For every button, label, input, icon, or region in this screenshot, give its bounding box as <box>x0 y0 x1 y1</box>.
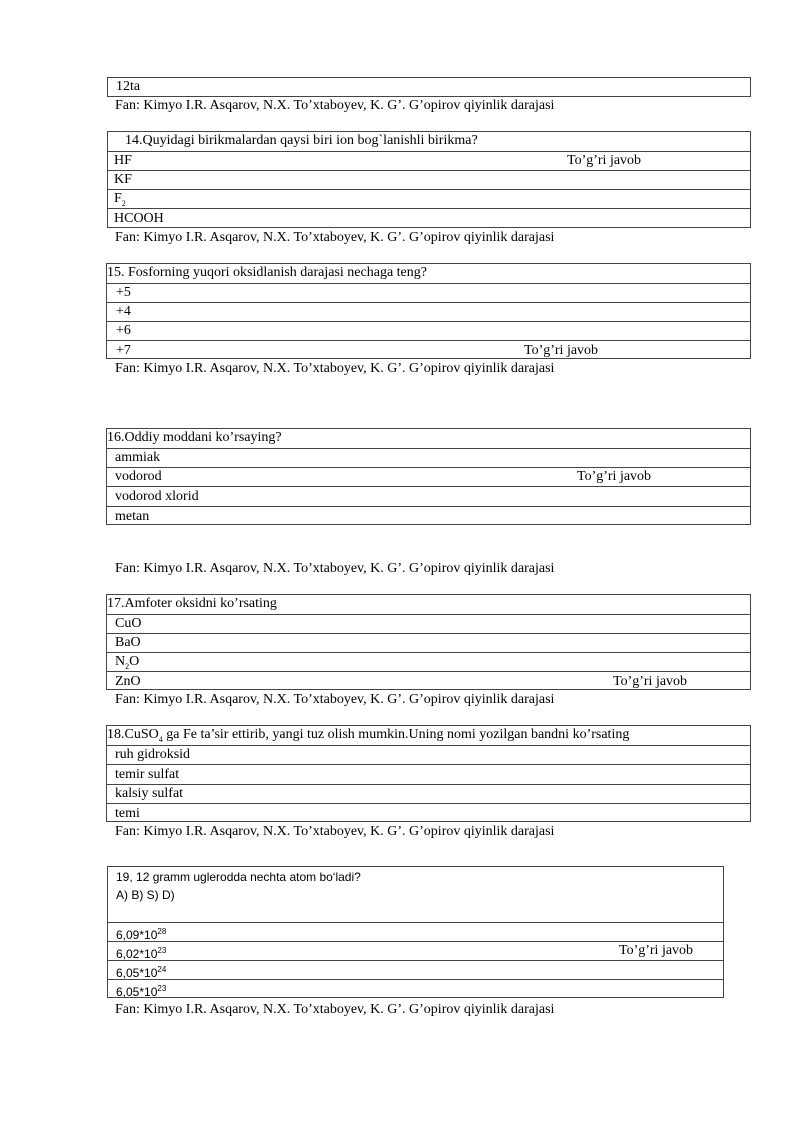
q17-table <box>106 594 751 690</box>
q18-question-a: 18.CuSO <box>107 727 159 742</box>
q14-option-c-base: F <box>114 191 122 206</box>
q14-option-b[interactable] <box>108 170 750 189</box>
q15-option-b-text: +4 <box>116 304 131 319</box>
q16-option-c[interactable] <box>107 486 750 506</box>
q17-question-row <box>107 595 750 614</box>
q19-option-d-text <box>116 980 166 1001</box>
q16-question: 16.Oddiy moddani ko’rsaying? <box>107 430 282 445</box>
q14-correct-label: To’g’ri javob <box>567 153 642 168</box>
q15-option-a[interactable] <box>107 283 750 302</box>
q19-question-row <box>108 867 723 922</box>
q16-option-d-text: metan <box>115 509 150 524</box>
q14-option-a-text: HF <box>114 153 132 168</box>
q19-option-a[interactable] <box>108 922 723 941</box>
q19-table <box>107 866 724 998</box>
q19-option-a-base: 6,09*10 <box>116 928 158 942</box>
q15-table <box>106 263 751 359</box>
q17-option-a-text: CuO <box>115 616 142 631</box>
q14-question-row <box>108 132 750 151</box>
q17-option-d-text: ZnO <box>115 674 141 689</box>
fan-line-2: Fan: Kimyo I.R. Asqarov, N.X. To’xtaboyev, K. G’. G’opirov qiyinlik darajasi <box>115 230 555 245</box>
q18-table <box>106 725 751 822</box>
q15-option-c[interactable] <box>107 321 750 340</box>
q17-option-c-sub: 2 <box>125 661 130 671</box>
q16-table <box>106 428 751 525</box>
q14-question: 14.Quyidagi birikmalardan qaysi biri ion bog`lanishli birikma? <box>125 133 478 148</box>
q15-option-b[interactable] <box>107 302 750 321</box>
q16-option-d[interactable] <box>107 506 750 526</box>
q14-option-c-sub: 2 <box>121 198 126 208</box>
q16-correct-label: To’g’ri javob <box>577 469 652 484</box>
fan-line-3: Fan: Kimyo I.R. Asqarov, N.X. To’xtaboyev, K. G’. G’opirov qiyinlik darajasi <box>115 361 555 376</box>
q18-question-b: ga Fe ta’sir ettirib, yangi tuz olish mumkin.Uning nomi yozilgan bandni ko’rsating <box>162 727 630 742</box>
q17-correct-label: To’g’ri javob <box>613 674 688 689</box>
q19-option-c[interactable] <box>108 960 723 979</box>
fan-line-1: Fan: Kimyo I.R. Asqarov, N.X. To’xtaboyev, K. G’. G’opirov qiyinlik darajasi <box>115 98 555 113</box>
q19-option-b[interactable] <box>108 941 723 960</box>
q13-answer-text: 12ta <box>116 79 141 94</box>
q14-option-a[interactable] <box>108 151 750 170</box>
fan-line-7: Fan: Kimyo I.R. Asqarov, N.X. To’xtaboyev, K. G’. G’opirov qiyinlik darajasi <box>115 1002 555 1017</box>
q17-option-c-base: N <box>115 654 126 669</box>
q18-option-d[interactable] <box>107 803 750 823</box>
q18-option-a-text: ruh gidroksid <box>115 747 191 762</box>
q17-question: 17.Amfoter oksidni ko’rsating <box>107 596 277 611</box>
q16-option-c-text: vodorod xlorid <box>115 489 199 504</box>
q17-option-b[interactable] <box>107 633 750 652</box>
q19-option-c-exp: 24 <box>157 965 167 974</box>
q16-option-b-text: vodorod <box>115 469 162 484</box>
fan-line-6: Fan: Kimyo I.R. Asqarov, N.X. To’xtaboyev, K. G’. G’opirov qiyinlik darajasi <box>115 824 555 839</box>
q19-option-a-exp: 28 <box>157 927 167 936</box>
q17-option-d[interactable] <box>107 671 750 691</box>
q15-option-d-text: +7 <box>116 343 131 358</box>
q16-question-row <box>107 429 750 448</box>
q14-option-d[interactable] <box>108 208 750 229</box>
q14-table <box>107 131 751 228</box>
q16-option-a[interactable] <box>107 448 750 467</box>
q17-option-c-tail: O <box>129 654 140 669</box>
q15-question: 15. Fosforning yuqori oksidlanish darajasi nechaga teng? <box>107 265 427 280</box>
q19-option-c-base: 6,05*10 <box>116 966 158 980</box>
q19-option-b-exp: 23 <box>157 946 167 955</box>
q15-question-row <box>107 264 750 283</box>
q19-correct-label: To’g’ri javob <box>619 943 694 958</box>
fan-line-5: Fan: Kimyo I.R. Asqarov, N.X. To’xtaboyev, K. G’. G’opirov qiyinlik darajasi <box>115 692 555 707</box>
q13-answer-box <box>107 77 751 97</box>
q19-question: 19, 12 gramm uglerodda nechta atom bo‘ladi? <box>116 870 361 884</box>
q16-option-b[interactable] <box>107 467 750 486</box>
q15-correct-label: To’g’ri javob <box>524 343 599 358</box>
q18-option-b-text: temir sulfat <box>115 767 180 782</box>
q15-option-c-text: +6 <box>116 323 131 338</box>
q14-option-b-text: KF <box>114 172 132 187</box>
q18-option-b[interactable] <box>107 764 750 784</box>
q19-option-d-base: 6,05*10 <box>116 985 158 999</box>
q19-variants: A) B) S) D) <box>116 888 175 902</box>
q14-option-d-text: HCOOH <box>114 211 164 226</box>
q16-option-a-text: ammiak <box>115 450 161 465</box>
q18-question-row <box>107 726 750 745</box>
q17-option-b-text: BaO <box>115 635 141 650</box>
fan-line-4: Fan: Kimyo I.R. Asqarov, N.X. To’xtaboyev, K. G’. G’opirov qiyinlik darajasi <box>115 561 555 576</box>
q18-option-c[interactable] <box>107 784 750 803</box>
q17-option-a[interactable] <box>107 614 750 633</box>
q14-option-c[interactable] <box>108 189 750 208</box>
q18-option-c-text: kalsiy sulfat <box>115 786 184 801</box>
q15-option-d[interactable] <box>107 340 750 360</box>
q18-option-a[interactable] <box>107 745 750 764</box>
q19-option-d[interactable] <box>108 979 723 999</box>
q19-option-b-base: 6,02*10 <box>116 947 158 961</box>
q17-option-c[interactable] <box>107 652 750 671</box>
q15-option-a-text: +5 <box>116 285 131 300</box>
q18-question-sub: 4 <box>158 734 163 744</box>
q19-option-d-exp: 23 <box>157 984 167 993</box>
q18-option-d-text: temi <box>115 806 140 821</box>
